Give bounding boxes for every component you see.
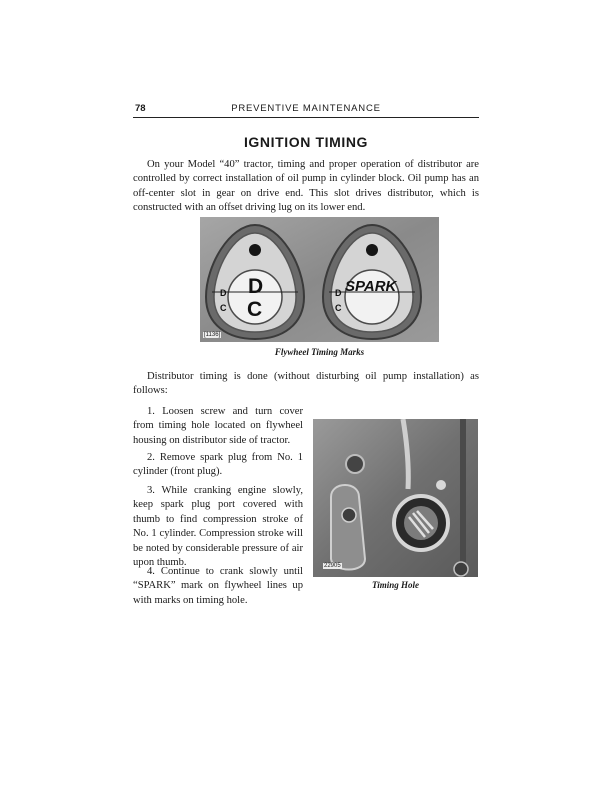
left-large-d-mark: D bbox=[248, 275, 264, 298]
running-head: PREVENTIVE MAINTENANCE bbox=[231, 103, 381, 114]
step-3: 3. While cranking engine slowly, keep spark plug port covered with thumb to find compression stroke of No. 1 cylinder. Compression stroke will be noted by considerable pressure of air upon thumb. bbox=[133, 485, 303, 569]
right-small-c-mark: C bbox=[335, 303, 342, 313]
step-2: 2. Remove spark plug from No. 1 cylinder (front plug). bbox=[133, 452, 303, 478]
spark-mark: SPARK bbox=[345, 278, 397, 295]
figure2-caption: Timing Hole bbox=[372, 580, 419, 590]
step-1: 1. Loosen screw and turn cover from timing hole located on flywheel housing on distributor side of tractor. bbox=[133, 406, 303, 446]
timing-intro-paragraph: Distributor timing is done (without disturbing oil pump installation) as follows: bbox=[133, 371, 479, 397]
figure1-tag: [1136] bbox=[204, 332, 221, 338]
figure1-caption: Flywheel Timing Marks bbox=[274, 347, 365, 357]
step-4: 4. Continue to crank slowly until “SPARK” mark on flywheel lines up with marks on timing hole. bbox=[133, 566, 303, 606]
intro-paragraph: On your Model “40” tractor, timing and proper operation of distributor are controlled by correct installation of oil pump in cylinder block. Oil pump has an off-center slot in gear on drive end. This slot drives distributor, which is constructed with an offset driving lug on its lower end. bbox=[133, 159, 479, 214]
flywheel-timing-marks-photo bbox=[200, 217, 439, 342]
section-title: IGNITION TIMING bbox=[243, 134, 369, 150]
left-small-c-mark: C bbox=[220, 303, 227, 313]
left-large-c-mark: C bbox=[247, 298, 263, 321]
page-number: 78 bbox=[135, 103, 146, 114]
figure2-tag: 22905 bbox=[324, 563, 341, 569]
left-small-d-mark: D bbox=[220, 288, 227, 298]
timing-hole-photo bbox=[313, 419, 478, 577]
right-small-d-mark: D bbox=[335, 288, 342, 298]
page-header bbox=[133, 103, 479, 118]
